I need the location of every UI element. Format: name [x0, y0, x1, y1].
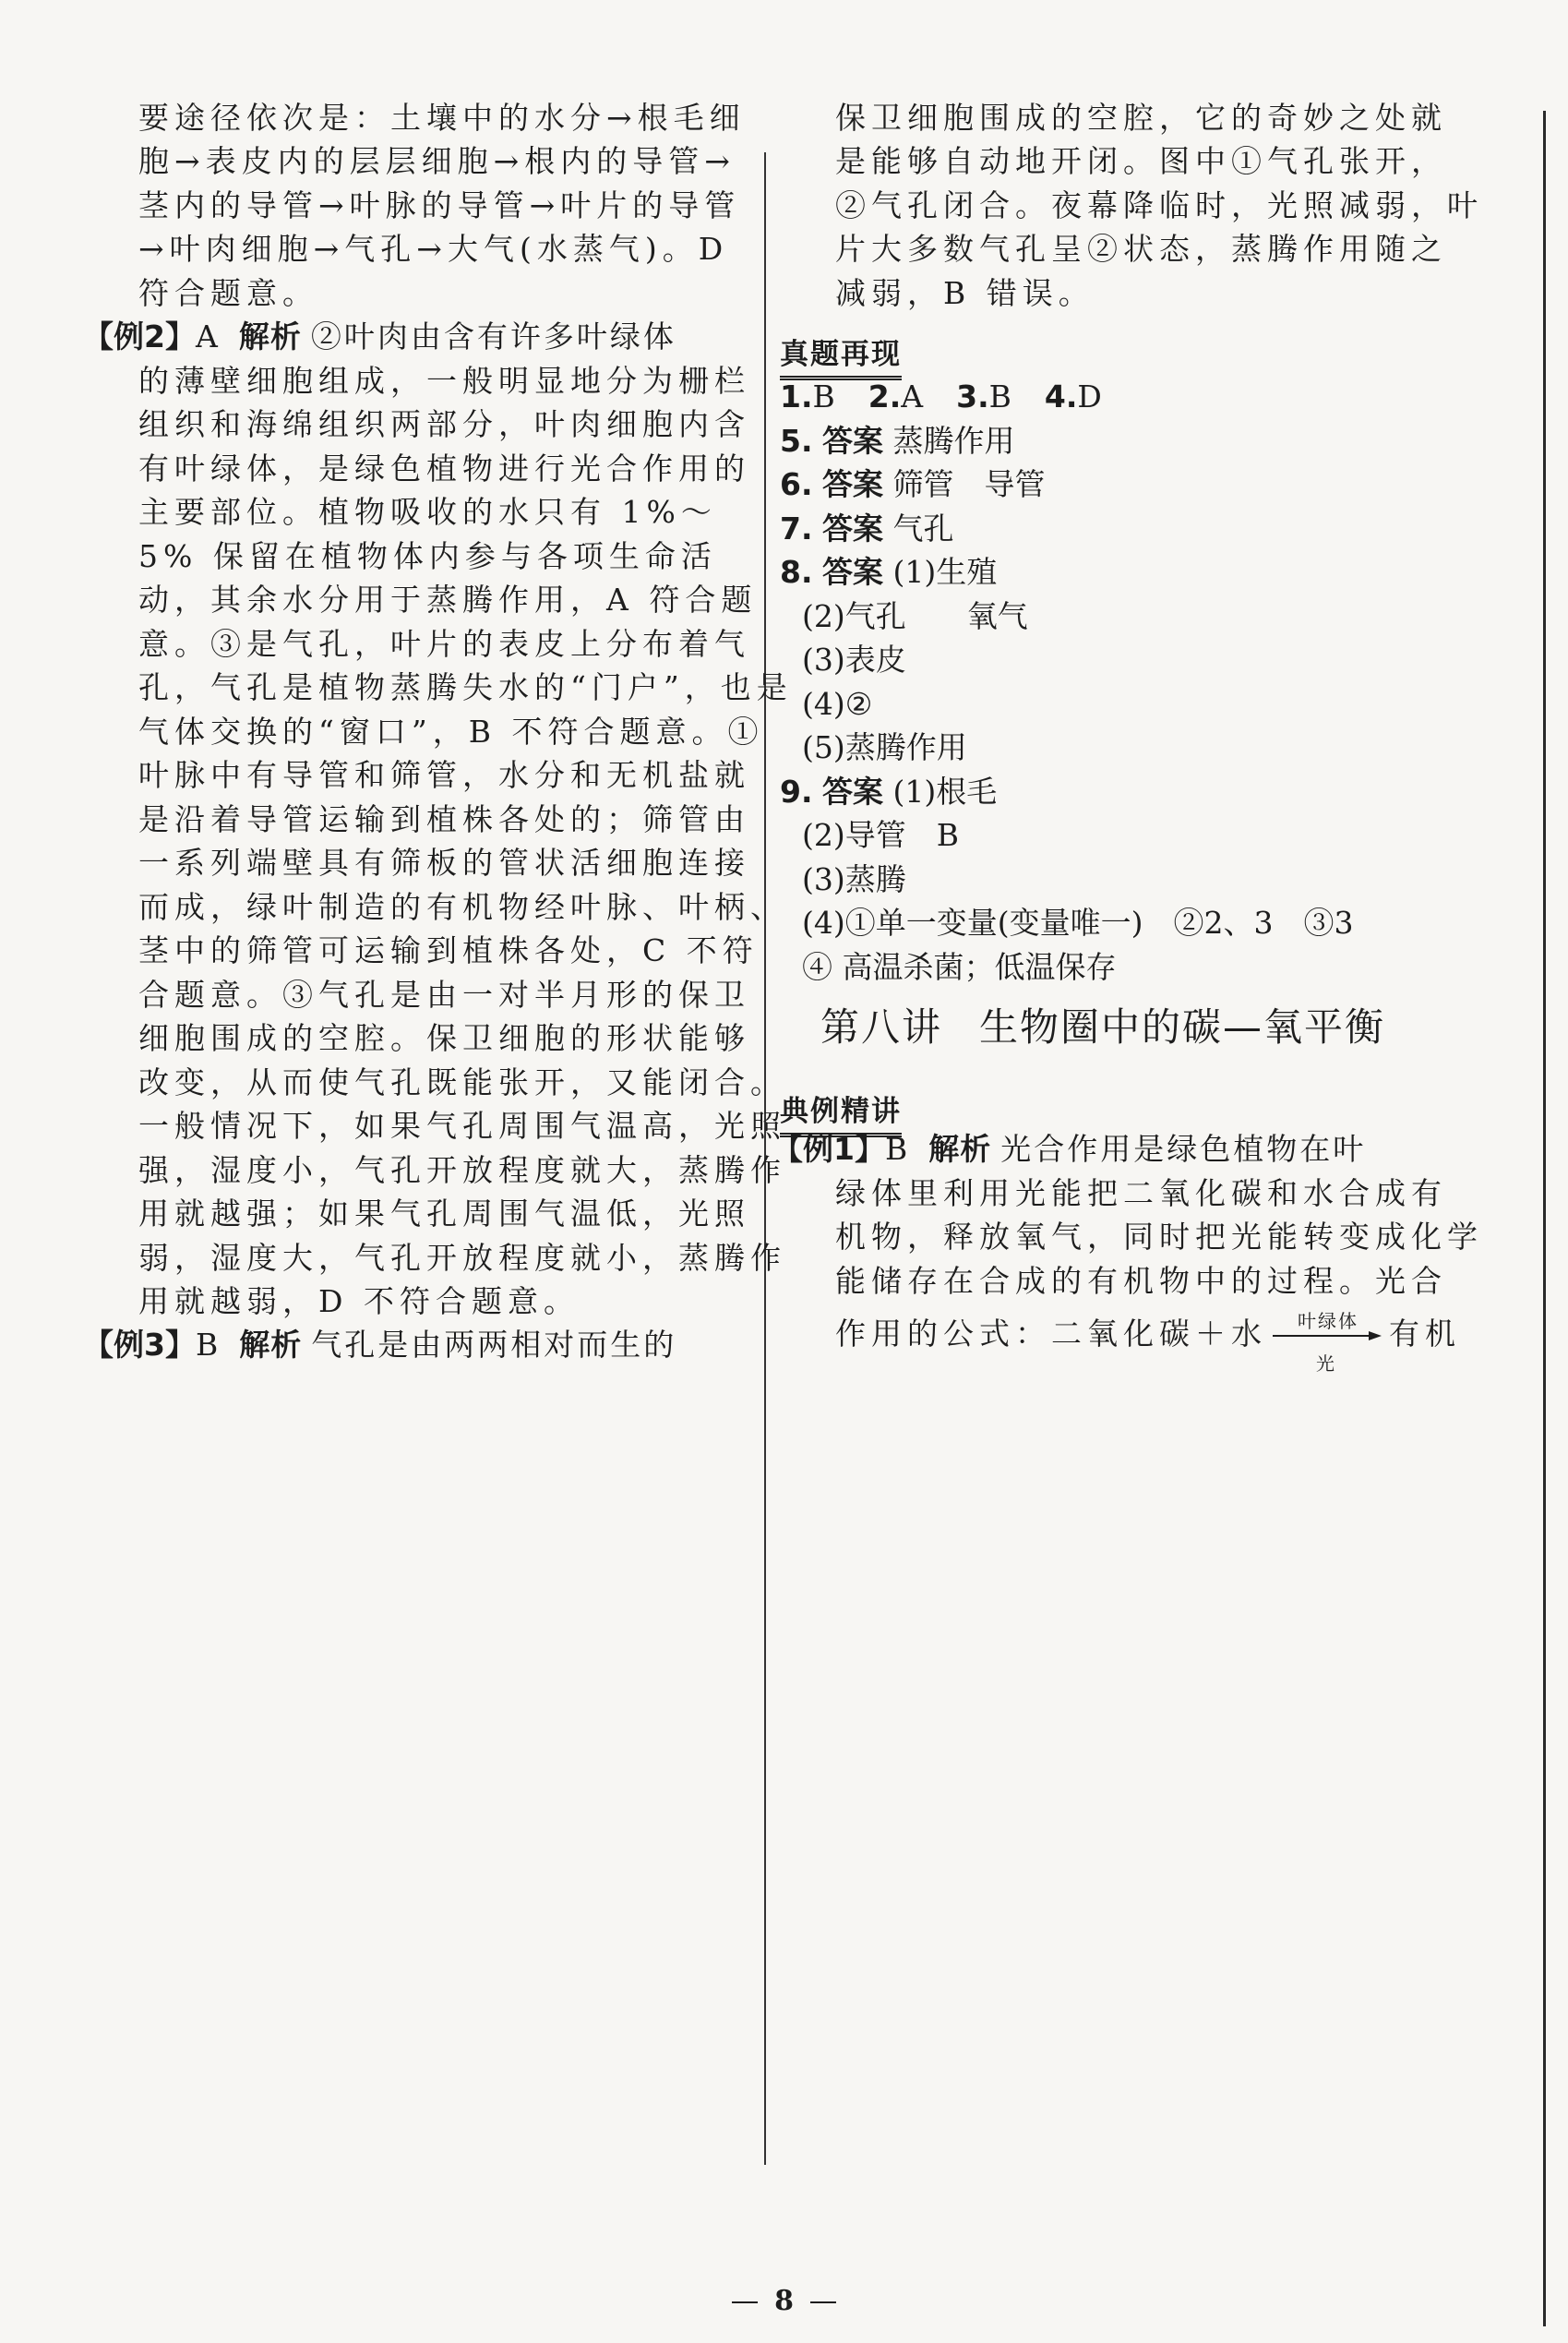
text-line: 机物，释放氧气，同时把光能转变成化学 — [835, 1219, 1483, 1255]
section-heading-real-exam: 真题再现 — [780, 330, 902, 380]
answer-label: 答案 — [822, 423, 883, 459]
question-number: 7. — [780, 511, 813, 547]
example-1-header — [772, 1131, 1366, 1168]
text-line: 强，湿度小，气孔开放程度就大，蒸腾作 — [138, 1152, 786, 1188]
answer-line — [780, 466, 1046, 503]
chapter-number: 第八讲 — [820, 1004, 943, 1050]
text-line: 保卫细胞围成的空腔，它的奇妙之处就 — [835, 100, 1447, 136]
example-tag: 【例2】 — [83, 318, 196, 354]
question-number: 8. — [780, 554, 813, 590]
example-3-header — [83, 1327, 676, 1364]
text-line: 组织和海绵组织两部分，叶肉细胞内含 — [138, 406, 750, 442]
text-line: 用就越弱，D 不符合题意。 — [138, 1283, 580, 1319]
arrow-condition-bottom: 光 — [1316, 1352, 1340, 1375]
reaction-arrow — [1273, 1310, 1383, 1375]
sub-answer: (3)蒸腾 — [802, 861, 906, 897]
answer-line — [780, 774, 997, 811]
answer-label: 答案 — [822, 511, 883, 547]
answer-label: 答案 — [822, 466, 883, 502]
sub-answer: (4)①单一变量(变量唯一) ②2、3 ③3 — [802, 905, 1354, 941]
sub-answer: (5)蒸腾作用 — [802, 729, 967, 765]
example-answer: B — [195, 1327, 221, 1363]
answer-value: D — [1077, 378, 1102, 415]
question-number: 6. — [780, 466, 813, 502]
question-number: 9. — [780, 774, 813, 810]
answer-value: A — [901, 378, 924, 415]
answer-text: (1)生殖 — [892, 554, 998, 590]
text-line: 而成，绿叶制造的有机物经叶脉、叶柄、 — [138, 889, 786, 925]
analysis-keyword: 解析 — [238, 318, 302, 354]
text-line: 弱，湿度大，气孔开放程度就小，蒸腾作 — [138, 1240, 786, 1276]
page-footer — [0, 2285, 1568, 2317]
chapter-title — [820, 997, 1385, 1052]
mc-answer-row — [780, 378, 1102, 415]
question-number: 2. — [868, 378, 902, 415]
text-line: 茎中的筛管可运输到植株各处，C 不符 — [138, 932, 759, 968]
example-tag: 【例3】 — [83, 1327, 196, 1363]
page-number: 8 — [774, 2285, 794, 2317]
text-line: 改变，从而使气孔既能张开，又能闭合。 — [138, 1064, 786, 1100]
section-heading-examples: 典例精讲 — [780, 1087, 902, 1137]
sub-answer: (4)② — [802, 686, 873, 722]
text-line: 绿体里利用光能把二氧化碳和水合成有 — [835, 1175, 1447, 1211]
text-line: 叶脉中有导管和筛管，水分和无机盐就 — [138, 757, 750, 793]
footer-dash-right — [810, 2301, 836, 2303]
sub-answer: (2)导管 B — [802, 817, 959, 853]
text-line: 气体交换的“窗口”，B 不符合题意。① — [138, 714, 764, 750]
text-line: 茎内的导管→叶脉的导管→叶片的导管 — [138, 187, 741, 223]
text-line: 能储存在合成的有机物中的过程。光合 — [835, 1263, 1447, 1299]
text-line: 主要部位。植物吸收的水只有 1%～ — [138, 494, 717, 530]
text-line: 气孔是由两两相对而生的 — [311, 1327, 677, 1363]
answer-text: 筛管 导管 — [892, 466, 1046, 502]
example-answer: B — [884, 1131, 911, 1167]
page-edge-line — [1543, 111, 1546, 2326]
arrow-condition-top: 叶绿体 — [1298, 1310, 1359, 1332]
answer-label: 答案 — [822, 774, 883, 810]
answer-line — [780, 511, 954, 547]
text-line: 要途径依次是：土壤中的水分→根毛细 — [138, 100, 746, 136]
question-number: 1. — [780, 378, 813, 415]
answer-text: (1)根毛 — [892, 774, 998, 810]
sub-answer: (3)表皮 — [802, 642, 906, 678]
answer-value: B — [812, 378, 835, 415]
text-line: 是沿着导管运输到植株各处的；筛管由 — [138, 801, 750, 837]
text-line: 符合题意。 — [138, 275, 318, 311]
text-line: 片大多数气孔呈②状态，蒸腾作用随之 — [835, 231, 1447, 267]
text-line: 光合作用是绿色植物在叶 — [1000, 1131, 1367, 1167]
answer-text: 蒸腾作用 — [892, 423, 1015, 459]
formula-text: 作用的公式：二氧化碳＋水 — [835, 1316, 1267, 1352]
example-answer: A — [195, 318, 221, 354]
sub-answer: ④ 高温杀菌；低温保存 — [802, 949, 1117, 985]
analysis-keyword: 解析 — [928, 1131, 992, 1167]
text-line: 动，其余水分用于蒸腾作用，A 符合题 — [138, 582, 758, 618]
question-number: 5. — [780, 423, 813, 459]
formula-line — [835, 1310, 1461, 1375]
answer-line — [780, 554, 997, 591]
text-line: 有叶绿体，是绿色植物进行光合作用的 — [138, 451, 750, 487]
chapter-name: 生物圈中的碳—氧平衡 — [979, 1004, 1386, 1050]
answer-line — [780, 423, 1015, 460]
text-line: 5% 保留在植物体内参与各项生命活 — [138, 538, 717, 574]
text-line: 胞→表皮内的层层细胞→根内的导管→ — [138, 143, 736, 179]
text-line: 的薄壁细胞组成，一般明显地分为栅栏 — [138, 363, 750, 399]
text-line: 是能够自动地开闭。图中①气孔张开， — [835, 143, 1447, 179]
example-2-header — [83, 318, 676, 355]
text-line: 意。③是气孔，叶片的表皮上分布着气 — [138, 626, 750, 662]
text-line: 一系列端壁具有筛板的管状活细胞连接 — [138, 845, 750, 881]
text-line: 减弱，B 错误。 — [835, 275, 1095, 311]
formula-text: 有机 — [1389, 1316, 1461, 1352]
analysis-keyword: 解析 — [239, 1327, 303, 1363]
answer-text: 气孔 — [892, 511, 954, 547]
footer-dash-left — [732, 2301, 758, 2303]
text-line: →叶肉细胞→气孔→大气(水蒸气)。D — [138, 231, 729, 267]
sub-answer: (2)气孔 氧气 — [802, 598, 1028, 634]
text-line: 用就越强；如果气孔周围气温低，光照 — [138, 1196, 750, 1232]
text-line: ②叶肉由含有许多叶绿体 — [310, 318, 676, 354]
right-arrow-icon — [1273, 1328, 1383, 1343]
question-number: 3. — [956, 378, 989, 415]
text-line: 孔，气孔是植物蒸腾失水的“门户”，也是 — [138, 669, 793, 705]
text-line: 细胞围成的空腔。保卫细胞的形状能够 — [138, 1020, 750, 1056]
answer-label: 答案 — [822, 554, 883, 590]
text-line: 一般情况下，如果气孔周围气温高，光照 — [138, 1108, 786, 1144]
answer-value: B — [988, 378, 1011, 415]
example-tag: 【例1】 — [772, 1131, 885, 1167]
question-number: 4. — [1044, 378, 1078, 415]
text-line: 合题意。③气孔是由一对半月形的保卫 — [138, 977, 750, 1013]
text-line: ②气孔闭合。夜幕降临时，光照减弱，叶 — [835, 187, 1483, 223]
